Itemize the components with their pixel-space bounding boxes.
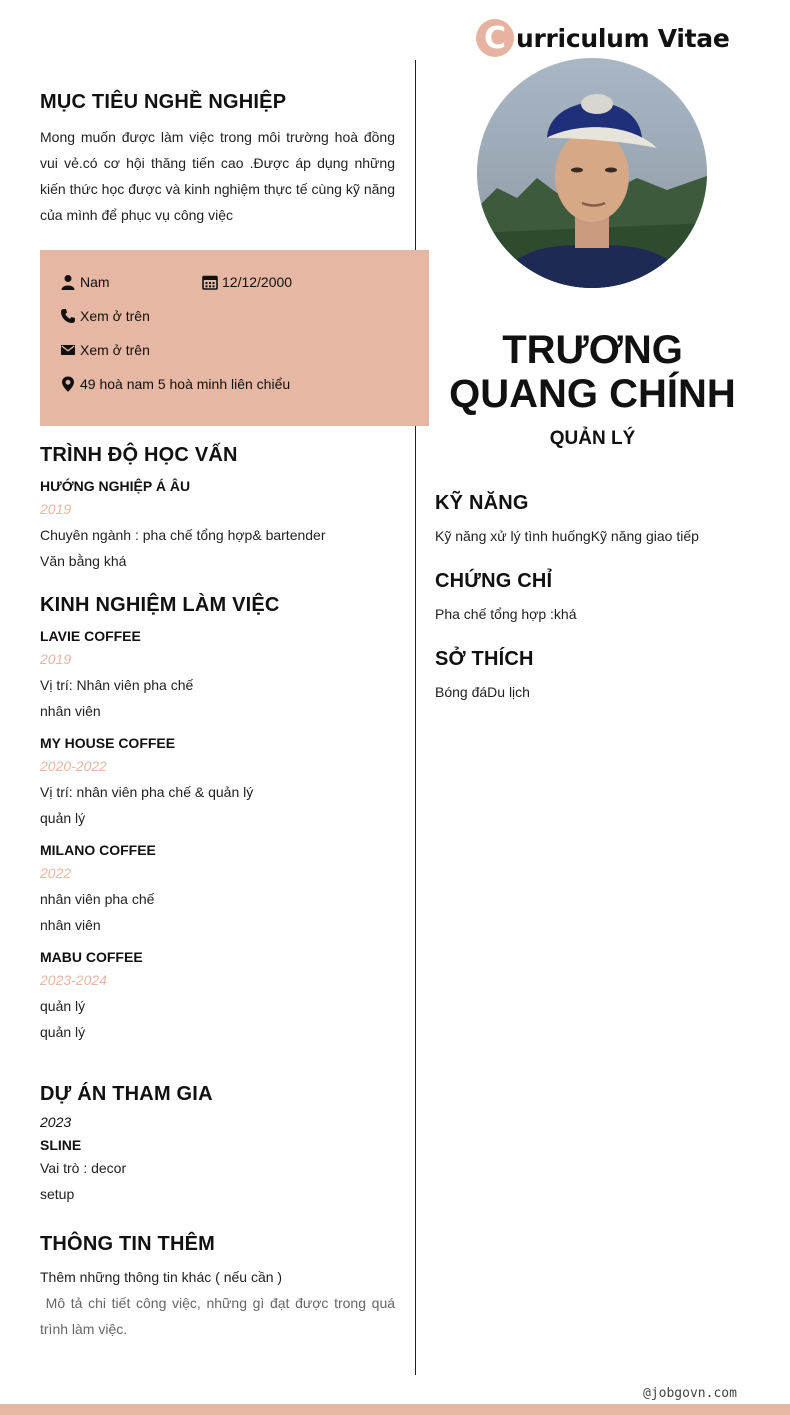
phone-row	[60, 308, 150, 324]
experience-note: nhân viên	[40, 917, 101, 933]
experience-heading: KINH NGHIỆM LÀM VIỆC	[40, 594, 280, 616]
skills-text: Kỹ năng xử lý tình huốngKỹ năng giao tiếp	[435, 528, 699, 544]
education-year: 2019	[40, 501, 72, 517]
calendar-icon	[202, 274, 218, 290]
objective-text: Mong muốn được làm việc trong môi trường hoà đồng vui vẻ.có cơ hội thăng tiến cao .Được áp dụng những kiến thức học được và kinh nghiệm thực tế cùng kỹ năng của mình để phục vụ công việc	[40, 129, 395, 223]
dob-row	[202, 274, 292, 290]
person-icon	[60, 274, 76, 290]
project-year: 2023	[40, 1114, 72, 1130]
experience-section	[40, 594, 400, 1045]
objective-heading: MỤC TIÊU NGHỀ NGHIỆP	[40, 91, 287, 113]
hobbies-text: Bóng đáDu lịch	[435, 684, 530, 700]
candidate-name: TRƯƠNG QUANG CHÍNH	[449, 328, 736, 416]
experience-item	[40, 733, 400, 831]
site-watermark: @jobgovn.com	[643, 1386, 737, 1401]
project-detail: setup	[40, 1186, 75, 1202]
profile-photo	[477, 58, 707, 288]
experience-note: quản lý	[40, 810, 86, 826]
experience-note: quản lý	[40, 1024, 86, 1040]
certificates-text: Pha chế tổng hợp :khá	[435, 606, 577, 622]
logo-text: urriculum Vitae	[516, 23, 730, 53]
envelope-icon	[60, 342, 76, 358]
address-row	[60, 374, 290, 394]
experience-item	[40, 947, 400, 1045]
map-pin-icon	[60, 374, 76, 394]
skills-heading: KỸ NĂNG	[435, 492, 529, 514]
experience-item	[40, 626, 400, 724]
experience-position: nhân viên pha chế	[40, 891, 155, 907]
certificates-section	[435, 570, 765, 627]
education-school: HƯỚNG NGHIỆP Á ÂU	[40, 478, 191, 494]
experience-item	[40, 840, 400, 938]
hobbies-section	[435, 648, 765, 705]
phone-value: Xem ở trên	[80, 308, 150, 324]
experience-period: 2020-2022	[40, 758, 107, 774]
certificates-heading: CHỨNG CHỈ	[435, 570, 553, 592]
gender-row	[60, 274, 110, 290]
experience-position: Vị trí: nhân viên pha chế & quản lý	[40, 784, 254, 800]
experience-company: MABU COFFEE	[40, 949, 143, 965]
project-name: SLINE	[40, 1137, 82, 1153]
extra-line-2: Mô tả chi tiết công việc, những gì đạt được trong quá trình làm việc.	[40, 1295, 399, 1337]
projects-section	[40, 1083, 400, 1207]
education-heading: TRÌNH ĐỘ HỌC VẤN	[40, 444, 238, 466]
skills-section	[435, 492, 765, 549]
footer-bar	[0, 1404, 790, 1415]
phone-icon	[60, 308, 76, 324]
extra-heading: THÔNG TIN THÊM	[40, 1233, 216, 1255]
contact-box	[40, 250, 429, 426]
experience-note: nhân viên	[40, 703, 101, 719]
education-major: Chuyên ngành : pha chế tổng hợp& bartender	[40, 527, 326, 543]
extra-section	[40, 1233, 399, 1342]
experience-period: 2022	[40, 865, 72, 881]
dob-value: 12/12/2000	[222, 274, 293, 290]
experience-period: 2019	[40, 651, 72, 667]
gender-value: Nam	[80, 274, 110, 290]
experience-company: LAVIE COFFEE	[40, 628, 141, 644]
address-value: 49 hoà nam 5 hoà minh liên chiểu	[80, 376, 291, 392]
candidate-title: QUẢN LÝ	[549, 428, 636, 449]
email-row	[60, 342, 150, 358]
objective-section	[40, 91, 395, 228]
experience-company: MY HOUSE COFFEE	[40, 735, 176, 751]
logo-letter: C	[476, 19, 514, 57]
cv-logo	[476, 17, 730, 59]
projects-heading: DỰ ÁN THAM GIA	[40, 1083, 213, 1105]
education-section	[40, 444, 400, 574]
project-role: Vai trò : decor	[40, 1160, 127, 1176]
experience-company: MILANO COFFEE	[40, 842, 156, 858]
experience-position: quản lý	[40, 998, 86, 1014]
email-value: Xem ở trên	[80, 342, 150, 358]
experience-position: Vị trí: Nhân viên pha chế	[40, 677, 194, 693]
education-degree: Văn bằng khá	[40, 553, 127, 569]
extra-line-1: Thêm những thông tin khác ( nếu cần )	[40, 1269, 283, 1285]
experience-period: 2023-2024	[40, 972, 107, 988]
hobbies-heading: SỞ THÍCH	[435, 648, 534, 670]
